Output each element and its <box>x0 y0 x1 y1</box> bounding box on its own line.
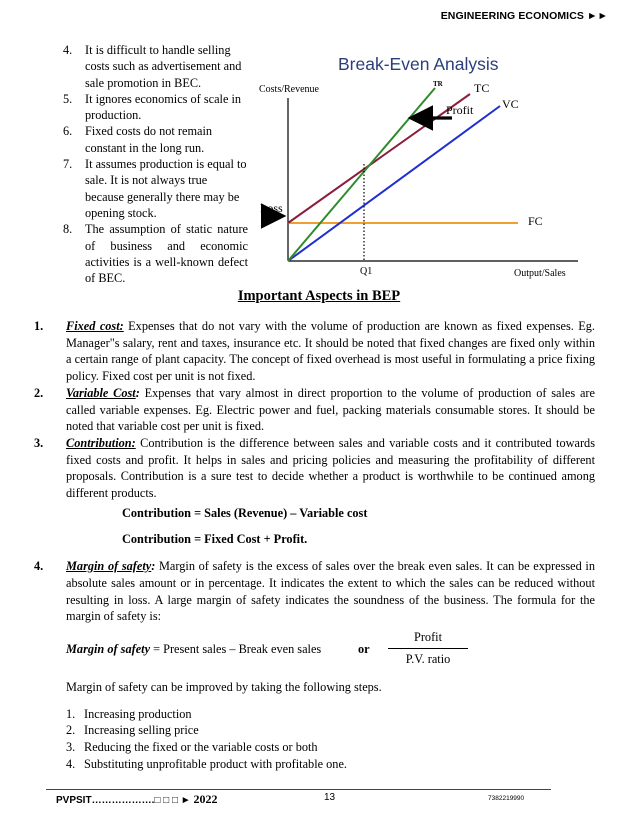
footer-phone: 7382219990 <box>488 795 525 802</box>
list-number: 1. <box>34 319 44 333</box>
vc-line <box>288 106 500 261</box>
limitations-list <box>63 42 248 286</box>
footer-year: 2022 <box>193 792 218 806</box>
loss-label: Loss <box>260 201 283 215</box>
fraction-denominator: P.V. ratio <box>405 651 451 666</box>
aspect-margin-of-safety <box>34 558 595 772</box>
list-item <box>66 739 595 756</box>
formula-label: Margin of safety <box>66 641 151 656</box>
fraction-bar <box>388 648 468 649</box>
formula-rest: = Present sales – Break even sales <box>150 641 322 656</box>
term-colon: : <box>151 559 156 574</box>
aspect-text: Margin of safety is the excess of sales over the break even sales. It can be expressed in absolute sales amount or in percentage. It indicates the extent to which the sales can be reduced without resulting in loss. A large margin of safety indicates the soundness of the business. The formula for the margin of safety is: <box>66 559 595 624</box>
list-item <box>66 756 595 773</box>
list-number: 4. <box>34 559 44 574</box>
aspect-fixed-cost <box>34 318 595 385</box>
contribution-formula-1: Contribution = Sales (Revenue) – Variable cost <box>122 505 368 520</box>
term-fixed-cost: Fixed cost: <box>66 319 124 333</box>
improve-intro: Margin of safety can be improved by taking the following steps. <box>66 679 382 694</box>
term-margin-of-safety: Margin of safety <box>66 559 152 574</box>
list-text: Increasing production <box>84 706 192 721</box>
aspect-variable-cost <box>34 385 595 435</box>
list-item <box>63 91 248 124</box>
profit-label: Profit <box>446 103 474 117</box>
list-item <box>63 123 248 156</box>
list-number: 8. <box>63 222 73 237</box>
list-text: Reducing the fixed or the variable costs or both <box>84 740 318 755</box>
list-number: 4. <box>66 756 76 771</box>
tr-label: TR <box>433 80 443 88</box>
list-item <box>63 221 248 286</box>
list-item <box>66 706 595 723</box>
contribution-formula-2: Contribution = Fixed Cost + Profit. <box>122 532 308 547</box>
tc-label: TC <box>474 81 490 95</box>
list-text: Substituting unprofitable product with profitable one. <box>84 756 347 771</box>
break-even-chart <box>256 46 592 282</box>
aspect-text: Expenses that do not vary with the volume of production are known as fixed expenses. Eg. Manager"s salary, rent and taxes, insurance etc. It should be noted that fixed changes are fixed only within a certain range of plant capacity. The concept of fixed overhead is most useful in formulating a price fixing policy. Fixed cost per unit is not fixed. <box>66 319 595 384</box>
aspect-text: Contribution is the difference between sales and variable costs and it contributed towards fixed costs and profit. It helps in sales and pricing policies and measuring the profitability of different proposals. Contribution is a sure test to decide whether a product is worthwhile to be continued among different products. <box>66 435 595 501</box>
tc-line <box>288 94 470 223</box>
term-variable-cost: Variable Cost <box>66 385 136 400</box>
page-number: 13 <box>324 792 336 803</box>
aspect-contribution <box>34 435 595 548</box>
list-number: 2. <box>66 723 76 738</box>
list-item <box>63 42 248 91</box>
footer-left-text: PVPSIT……………….□ □ □ ► <box>56 795 191 806</box>
tr-line <box>288 88 435 261</box>
list-text: Increasing selling price <box>84 723 199 738</box>
list-item <box>63 156 248 221</box>
formula-fraction <box>388 629 468 667</box>
section-title: Important Aspects in BEP <box>237 288 401 304</box>
list-number: 1. <box>66 706 76 721</box>
q1-label: Q1 <box>360 266 373 277</box>
improve-steps <box>66 706 595 773</box>
aspect-text: Expenses that vary almost in direct proportion to the volume of production of sales are called variable expenses. Eg. Electric power and fuel, packing materials consumable stores. It should be noted that variable cost per unit is fixed. <box>66 385 595 434</box>
margin-formula <box>66 629 595 669</box>
aspects-list <box>34 318 595 772</box>
chart-title: Break-Even Analysis <box>338 54 499 74</box>
list-text: It assumes production is equal to sale. It is not always true because generally there may be opening stock. <box>85 157 247 220</box>
fraction-numerator: Profit <box>413 629 442 644</box>
list-number: 3. <box>66 740 76 755</box>
y-axis-label: Costs/Revenue <box>259 84 319 95</box>
list-text: The assumption of static nature of business and economic activities is a well-known defect of BEC. <box>85 222 248 286</box>
list-text: It ignores economics of scale in production. <box>85 91 242 123</box>
list-number: 6. <box>63 124 73 139</box>
fc-label: FC <box>528 214 543 228</box>
term-colon: : <box>135 385 140 400</box>
list-item <box>66 722 595 739</box>
list-text: Fixed costs do not remain constant in the long run. <box>85 124 213 155</box>
formula-or: or <box>358 641 370 656</box>
list-text: It is difficult to handle selling costs such as advertisement and sale promotion in BEC. <box>85 43 242 90</box>
vc-label: VC <box>502 97 519 111</box>
running-header: ENGINEERING ECONOMICS ►► <box>440 10 608 22</box>
list-number: 5. <box>63 91 73 106</box>
list-number: 7. <box>63 157 73 172</box>
x-axis-label: Output/Sales <box>514 268 566 279</box>
term-contribution: Contribution: <box>66 435 136 450</box>
list-number: 2. <box>34 385 44 400</box>
list-number: 4. <box>63 43 73 57</box>
footer-divider <box>46 789 551 790</box>
list-number: 3. <box>34 435 44 450</box>
footer-institution <box>56 792 217 807</box>
